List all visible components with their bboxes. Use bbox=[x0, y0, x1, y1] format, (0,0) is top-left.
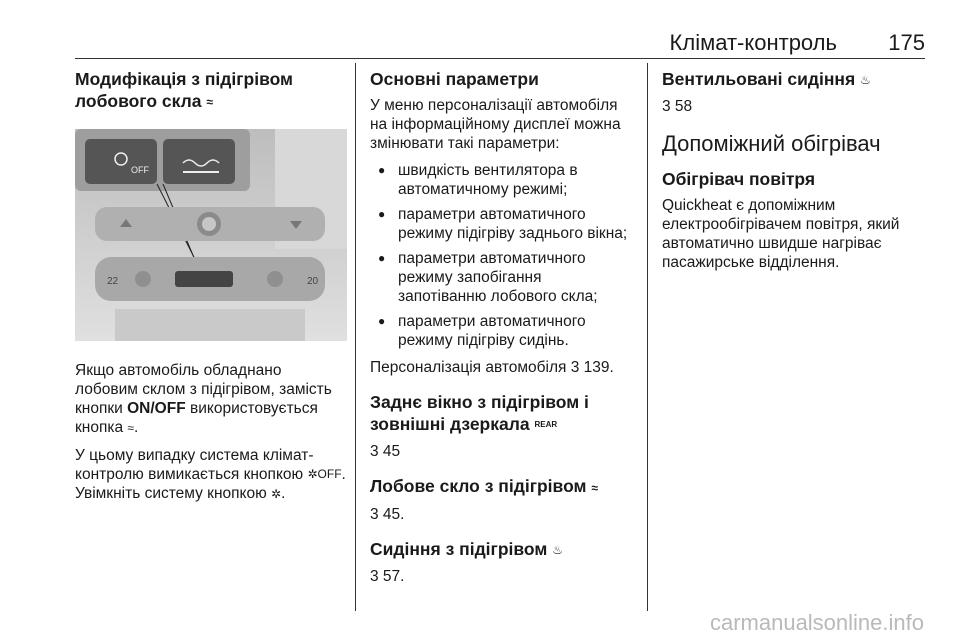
fan-off-icon: ✲OFF bbox=[307, 467, 342, 482]
temp-left-label: 22 bbox=[107, 276, 119, 288]
list-item: ● параметри автоматичного режиму запобігання запотіванню лобового скла; bbox=[370, 249, 632, 306]
list-item: ● параметри автоматичного режиму підігріву сидінь. bbox=[370, 312, 632, 350]
air-heater-heading: Обігрівач повітря bbox=[662, 169, 816, 190]
heading-line-2: лобового скла bbox=[75, 91, 202, 111]
windscreen-ref[interactable]: 3 45. bbox=[370, 505, 405, 523]
system-off-paragraph bbox=[75, 446, 347, 504]
personalisation-page-link[interactable]: 3 139. bbox=[570, 359, 614, 376]
para3-text: Увімкніть систему кнопкою bbox=[75, 485, 267, 503]
climate-panel-photo bbox=[75, 129, 347, 341]
temp-right-label: 20 bbox=[307, 276, 319, 288]
settings-list bbox=[370, 161, 632, 350]
column-divider-2 bbox=[647, 63, 648, 611]
heated-seat-icon: ♨ bbox=[552, 543, 563, 558]
fan-icon: ✲ bbox=[271, 486, 282, 501]
seats-ref[interactable]: 3 57. bbox=[370, 568, 405, 586]
rear-heading-line-1: Заднє вікно з підігрівом і bbox=[370, 392, 589, 412]
ventilated-seats-ref[interactable]: 3 58 bbox=[662, 98, 693, 116]
vent-heading-text: Вентильовані сидіння bbox=[662, 69, 856, 89]
ventilated-seats-heading bbox=[662, 68, 924, 91]
page-number: 175 bbox=[888, 30, 925, 55]
basic-settings-intro: У меню персоналізації автомобіля на інформаційному дисплеї можна змінювати такі параметри: bbox=[370, 97, 621, 152]
air-heater-text: Quickheat є допоміжним електрообігрівачем повітря, який автоматично швидше нагріває пасажирське відділення. bbox=[662, 197, 900, 272]
para1-end: . bbox=[134, 419, 139, 437]
para2-text: У цьому випадку система клімат-контролю вимикається кнопкою bbox=[75, 446, 314, 483]
seats-heading-text: Сидіння з підігрівом bbox=[370, 538, 548, 559]
para1-text: Якщо автомобіль обладнано лобовим склом з підігрівом, замість кнопки bbox=[75, 362, 332, 418]
watermark: carmanualsonline.info bbox=[709, 610, 924, 635]
heated-seats-heading bbox=[370, 538, 632, 561]
heated-windscreen-icon: ≈ bbox=[206, 95, 213, 110]
heated-windscreen-icon: ≈ bbox=[127, 420, 135, 435]
climate-panel-illustration bbox=[75, 129, 347, 341]
personalisation-ref bbox=[370, 358, 632, 377]
off-label: OFF bbox=[131, 165, 149, 176]
auxiliary-heater-title: Допоміжний обігрівач bbox=[662, 131, 881, 157]
personalisation-text: Персоналізація автомобіля bbox=[370, 359, 567, 376]
column-3 bbox=[662, 68, 924, 280]
section-title: Клімат-контроль bbox=[669, 30, 837, 55]
list-item: ● параметри автоматичного режиму підігріву заднього вікна; bbox=[370, 205, 632, 243]
heated-windscreen-icon: ≈ bbox=[591, 480, 598, 495]
page-header bbox=[75, 30, 925, 60]
column-divider-1 bbox=[355, 63, 356, 611]
heated-windscreen-heading bbox=[370, 475, 632, 498]
windscreen-mod-heading bbox=[75, 68, 347, 113]
windscreen-mod-paragraph bbox=[75, 361, 347, 437]
column-1 bbox=[75, 68, 347, 512]
para3-end: . bbox=[281, 485, 286, 503]
rear-heading-line-2: зовнішні дзеркала bbox=[370, 414, 530, 434]
para1-text-2: використовується кнопка bbox=[75, 400, 318, 437]
column-2 bbox=[370, 68, 632, 600]
rear-window-heading bbox=[370, 391, 632, 436]
heading-line-1: Модифікація з підігрівом bbox=[75, 69, 293, 89]
ventilated-seat-icon: ♨ bbox=[860, 73, 871, 88]
list-item: ● швидкість вентилятора в автоматичному режимі; bbox=[370, 161, 632, 199]
basic-settings-heading: Основні параметри bbox=[370, 69, 539, 89]
windscreen-heading-text: Лобове скло з підігрівом bbox=[370, 476, 587, 497]
rear-window-ref[interactable]: 3 45 bbox=[370, 443, 401, 461]
header-rule bbox=[75, 58, 925, 59]
para2-end: . bbox=[341, 465, 346, 483]
rear-defrost-icon: REAR bbox=[534, 420, 558, 430]
on-off-label: ON/OFF bbox=[127, 400, 186, 418]
